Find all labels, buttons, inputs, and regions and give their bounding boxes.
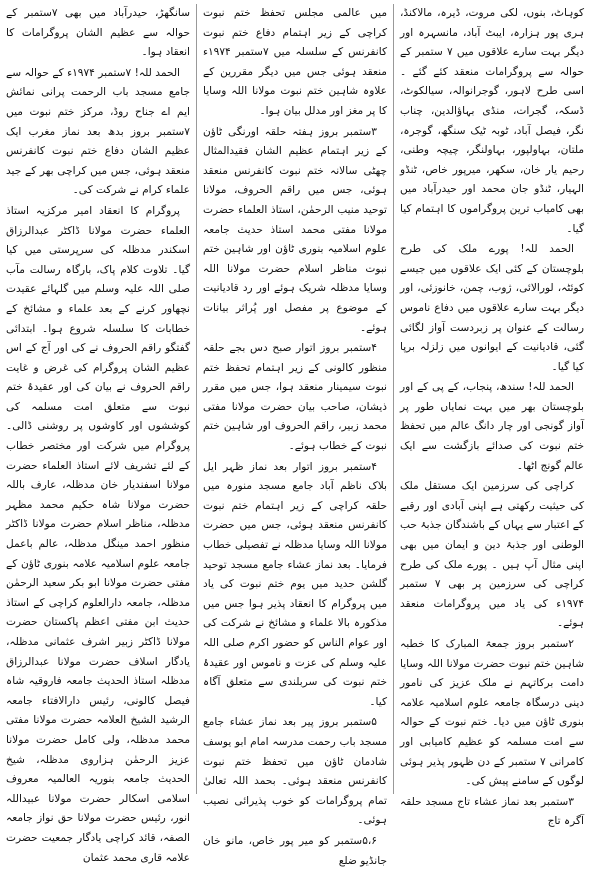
column-divider <box>393 4 394 794</box>
article-paragraph: میں عالمی مجلس تحفظ ختم نبوت کراچی کے زیر اہتمام دفاع ختم نبوت کانفرنس کے سلسلہ میں ۷ستمبر ۱۹۷۴ء منعقد ہوئی جس میں دیگر مقررین کے علاوہ شاہین ختم نبوت مولانا اللہ وسایا کا پر مغز اور مدلل بیان ہوا۔ <box>203 7 387 117</box>
article-paragraph: ۴ستمبر بروز اتوار بعد نماز ظہر ایل بلاک ناظم آباد جامع مسجد منورہ میں حلقہ کراچی کے زیر اہتمام ختم نبوت کانفرنس منعقد ہوئی، جس میں حضرت مولانا اللہ وسایا مدظلہ نے تفصیلی خطاب فرمایا۔ بعد نماز عشاء جامع مسجد توحید گلشن حدید میں یوم ختم نبوت کی یاد میں پروگرام کا انعقاد پذیر ہوا جس میں مذکورہ بالا علماء و مشائخ نے شرکت کی اور عوام الناس کو حضور اکرم صلی اللہ علیہ وسلم کی عزت و ناموس اور عقیدۂ ختم نبوت کی سربلندی سے متعلق آگاہ کیا۔ <box>203 460 387 708</box>
article-paragraph: ۴ستمبر بروز اتوار صبح دس بجے حلقہ منظور کالونی کے زیر اہتمام تحفظ ختم نبوت سیمینار منعقد ہوا، جس میں مقرر ذیشان، صاحب بیان حضرت مولانا مفتی محمد زبیر، راقم الحروف اور شاہین ختم نبوت کے خطاب ہوئے۔ <box>203 342 387 453</box>
article-paragraph: الحمد للہ! ۷ستمبر ۱۹۷۴ء کے حوالہ سے جامع مسجد باب الرحمت پرانی نمائش ایم اے جناح روڈ، مرکز ختم نبوت میں ۷ستمبر بروز بدھ بعد نماز مغرب ایک عظیم الشان دفاع ختم نبوت کانفرنس منعقد ہوئی، جس میں کراچی بھر کے جید علماء کرام نے شرکت کی۔ <box>6 66 190 197</box>
article-paragraph: ۳ستمبر بروز ہفتہ حلقہ اورنگی ٹاؤن کے زیر اہتمام عظیم الشان فقیدالمثال چھٹی سالانہ ختم نبوت کانفرنس منعقد ہوئی، جس میں راقم الحروف، مولانا توحید منیب الرحمٰن، استاذ العلماء حضرت مولانا مفتی محمد استاذ حدیث جامعہ علوم اسلامیہ بنوری ٹاؤن اور شاہین ختم نبوت مناظر اسلام حضرت مولانا اللہ وسایا مدظلہ شریک ہوئے اور رد قادیانیت کے موضوع پر مفصل اور پُراثر بیانات ہوئے۔ <box>203 125 387 334</box>
text-column-middle <box>203 4 387 867</box>
text-column-left <box>6 4 190 864</box>
text-column-right <box>400 4 585 828</box>
article-paragraph: ۲ستمبر بروز جمعۃ المبارک کا خطبہ شاہین ختم نبوت حضرت مولانا اللہ وسایا دامت برکاتہم نے ملک عزیز کی نامور دینی درسگاہ جامعہ علوم اسلامیہ علامہ بنوری ٹاؤن میں دیا۔ ختم نبوت کے حوالہ سے امت مسلمہ کو عظیم کامیابی اور کامرانی ۷ ستمبر کے دن ظہور پذیر ہوئی لوگوں کے سامنے پیش کی۔ <box>400 638 584 788</box>
article-paragraph: پروگرام کا انعقاد امیر مرکزیہ استاذ العلماء حضرت مولانا ڈاکٹر عبدالرزاق اسکندر مدظلہ کی سرپرستی میں کیا گیا۔ تلاوت کلام پاک، بارگاہ رسالت مآب صلی اللہ علیہ وسلم میں گلہائے عقیدت نچھاور کرنے کے بعد علماء و مشائخ کے خطابات کا سلسلہ شروع ہوا۔ ابتدائی گفتگو راقم الحروف نے کی اور آج کے اس عظیم الشان پروگرام کی غرض و غایت راقم الحروف نے بیان کی اور عقیدۂ ختم نبوت سے متعلق امت مسلمہ کی کوششوں اور کاوشوں پر روشنی ڈالی۔ پروگرام میں شرکت اور مختصر خطاب کے لئے تشریف لائے استاذ العلماء حضرت مولانا اسفندیار خان مدظلہ، عارف باللہ حضرت مولانا شاہ حکیم محمد مظہر مدظلہ، مناظر اسلام حضرت مولانا ڈاکٹر منظور احمد مینگل مدظلہ، عالم باعمل جامعہ علوم اسلامیہ علامہ بنوری ٹاؤن کے مفتی حضرت مولانا ابو بکر سعید الرحمٰن مدظلہ، جامعہ دارالعلوم کراچی کے استاذ حدیث ابن مفتی اعظم پاکستان حضرت مولانا ڈاکٹر زبیر اشرف عثمانی مدظلہ، یادگار اسلاف حضرت مولانا عبدالرزاق مدظلہ استاذ الحدیث جامعہ فاروقیہ شاہ فیصل کالونی، رئیس دارالافتاء جامعہ الرشید الشیخ العلامہ حضرت مولانا مفتی محمد مدظلہ، ولی کامل حضرت مولانا عزیز الرحمٰن ہزاروی مدظلہ، شیخ الحدیث جامعہ بنوریہ العالمیہ معروف اسلامی اسکالر حضرت مولانا عبیداللہ انور، رئیس حضرت مولانا حق نواز جامعہ الصفہ، قائد کراچی یادگار جمعیت حضرت علامہ قاری محمد عثمان <box>6 204 190 864</box>
article-paragraph: ۵،۶ستمبر کو میر پور خاص، مانو خان جانڈیو ضلع <box>203 834 387 867</box>
article-paragraph: الحمد للہ! پورے ملک کی طرح بلوچستان کے کئی ایک علاقوں میں جیسے کوئٹہ، لورالائی، ژوب، چمن، خانوزئی، اور دیگر بہت سارے علاقوں میں دفاع ناموس رسالت کے عنوان پر زبردست آواز لگائی گئی، قادیانیت کے ایوانوں میں زلزلہ برپا کیا گیا۔ <box>400 243 584 373</box>
article-paragraph: سانگھڑ، حیدرآباد میں بھی ۷ستمبر کے حوالہ سے عظیم الشان پروگرامات کا انعقاد ہوا۔ <box>6 7 190 59</box>
article-paragraph: کوہاٹ، بنوں، لکی مروت، ڈیرہ، مالاکنڈ، ہری پور ہزارہ، ایبٹ آباد، مانسہرہ اور دیگر بہت سارے علاقوں میں ۷ ستمبر کے حوالہ سے پروگرامات منعقد کئے گئے ۔ اسی طرح لاہور، گوجرانوالہ، سیالکوٹ، ڈسکہ، گجرات، منڈی بہاؤالدین، چناب نگر، فیصل آباد، ٹوبہ ٹیک سنگھ، گوجرہ، ملتان، بہاولپور، بہاولنگر، چیچہ وطنی، رحیم یار خان، سکھر، میرپور خاص، ٹنڈو الہیار، ٹنڈو جان محمد اور حیدرآباد میں بھی کامیاب ترین پروگراموں کا اہتمام کیا گیا۔ <box>400 7 584 235</box>
article-paragraph: کراچی کی سرزمین ایک مستقل ملک کی حیثیت رکھتی ہے اپنی آبادی اور رقبے کے اعتبار سے یہاں کے باشندگان جذبۂ حب الوطنی اور جذبۂ دین و ایمان میں بھی اپنی مثال آپ ہیں ۔ پورے ملک کی طرح کراچی کی سرزمین پر بھی ۷ ستمبر ۱۹۷۴ء کی یاد میں پروگرامات منعقد ہوئے۔ <box>400 480 585 630</box>
article-paragraph: ۳ستمبر بعد نماز عشاء تاج مسجد حلقہ آگرہ تاج <box>400 795 584 828</box>
article-paragraph: ۵ستمبر بروز پیر بعد نماز عشاء جامع مسجد باب رحمت مدرسہ امام ابو یوسف شادمان ٹاؤن میں تحفظ ختم نبوت کانفرنس منعقد ہوئی۔ بحمد اللہ تعالیٰ تمام پروگرامات کو خوب پذیرائی نصیب ہوئی۔ <box>203 716 387 827</box>
article-paragraph: الحمد للہ! سندھ، پنجاب، کے پی کے اور بلوچستان بھر میں بہت نمایاں طور پر آواز گونجی اور چار دانگ عالم میں تحفظ ختم نبوت کی صدائے بازگشت سے ایک عالم گونج اٹھا۔ <box>400 381 584 472</box>
column-divider <box>196 4 197 794</box>
